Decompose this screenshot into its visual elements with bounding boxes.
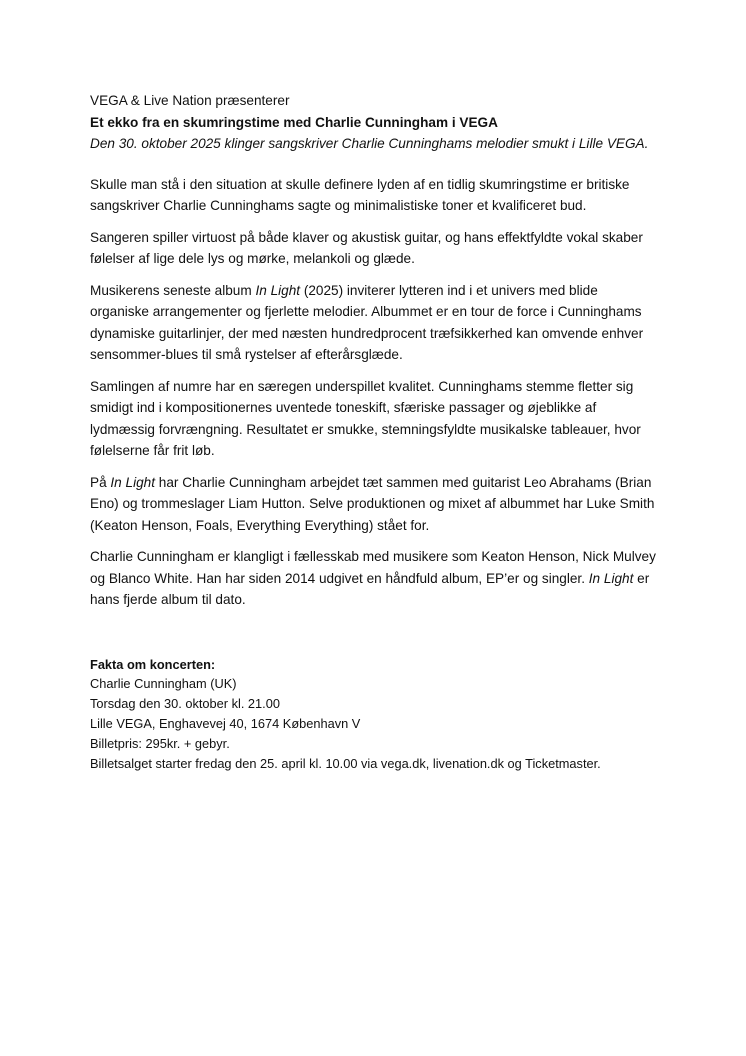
press-release [90,90,658,774]
paragraph-2: Sangeren spiller virtuost på både klaver og akustisk guitar, og hans effektfyldte vokal skaber følelser af lige dele lys og mørke, melankoli og glæde. [90,229,643,266]
paragraph-6-text-b: er hans fjerde album til dato. [90,570,650,607]
presenter-line: VEGA & Live Nation præsenterer [90,93,290,108]
album-title: In Light [110,474,155,490]
album-title: In Light [255,282,301,298]
facts-date: Torsdag den 30. oktober kl. 21.00 [90,696,280,712]
facts-price: Billetpris: 295kr. + gebyr. [90,736,230,752]
paragraph-5 [90,472,658,537]
facts-venue: Lille VEGA, Enghavevej 40, 1674 København V [90,716,361,732]
paragraph-4: Samlingen af numre har en særegen underspillet kvalitet. Cunninghams stemme fletter sig smidigt ind i kompositionernes uventede toneskift, sfæriske passager og øjeblikke af lydmæssig forvrængning. Resultatet er smukke, stemningsfyldte musikalske tableauer, hvor følelserne får frit løb. [90,378,641,458]
subheadline: Den 30. oktober 2025 klinger sangskriver Charlie Cunninghams melodier smukt i Lille VEGA. [90,136,649,151]
facts-heading: Fakta om koncerten: [90,656,216,672]
paragraph-3-text-b: (2025) inviterer lytteren ind i et univers med blide organiske arrangementer og fjerlette melodier. Albummet er en tour de force i Cunninghams dynamiske guitarlinjer, der med næsten hundredprocent træfsikkerhed kan omvende enhver sensommer-blues til små rystelser af efterårsglæde. [90,282,644,362]
headline: Et ekko fra en skumringstime med Charlie Cunningham i VEGA [90,114,498,130]
facts-artist: Charlie Cunningham (UK) [90,676,237,692]
facts-ticket-sale: Billetsalget starter fredag den 25. april kl. 10.00 via vega.dk, livenation.dk og Ticketmaster. [90,756,601,772]
concert-facts [90,655,658,774]
paragraph-5-text-b: har Charlie Cunningham arbejdet tæt sammen med guitarist Leo Abrahams (Brian Eno) og trommeslager Liam Hutton. Selve produktionen og mixet af albummet har Luke Smith (Keaton Henson, Foals, Everything Everything) stået for. [90,474,655,533]
album-title: In Light [588,570,634,586]
paragraph-1: Skulle man stå i den situation at skulle definere lyden af en tidlig skumringstime er britiske sangskriver Charlie Cunninghams sagte og minimalistiske toner et kvalificeret bud. [90,176,630,213]
paragraph-5-text-a: På [90,474,111,490]
spacer [90,155,658,174]
paragraph-3-text-a: Musikerens seneste album [90,282,256,298]
paragraph-6-text-a: Charlie Cunningham er klangligt i fællesskab med musikere som Keaton Henson, Nick Mulvey og Blanco White. Han har siden 2014 udgivet en håndfuld album, EP’er og singler. [90,549,656,586]
paragraph-6 [90,546,658,611]
paragraph-3 [90,280,658,366]
